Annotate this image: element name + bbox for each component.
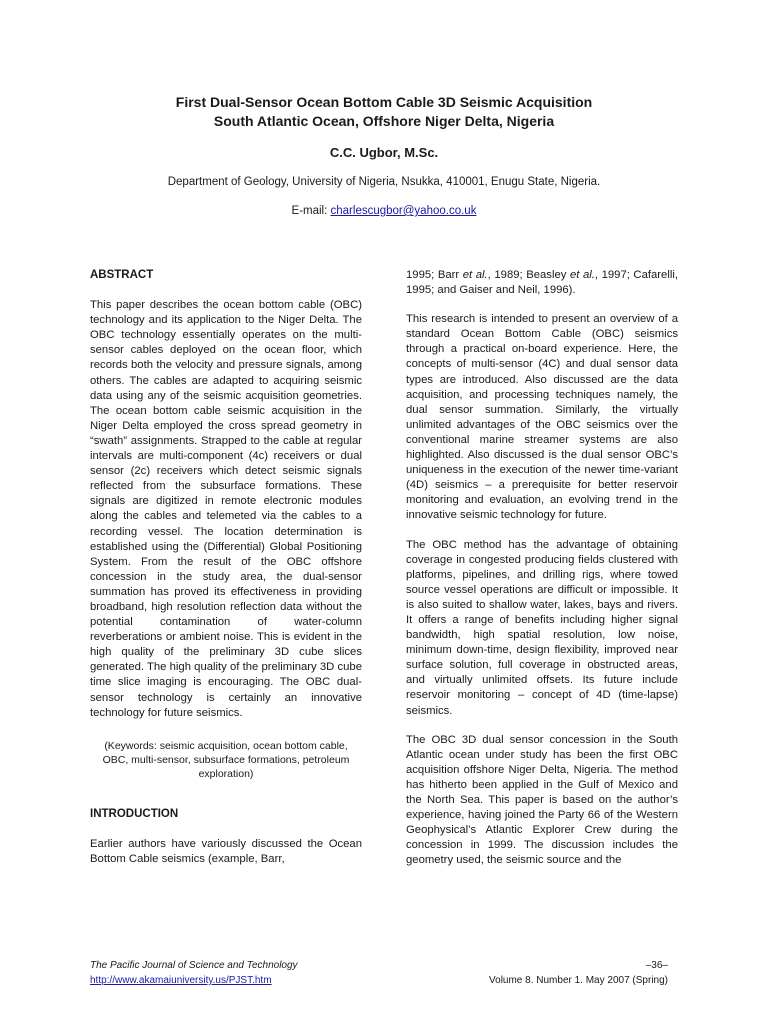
email-label: E-mail: (291, 205, 328, 217)
issue-info: Volume 8. Number 1. May 2007 (Spring) (489, 975, 668, 986)
intro-paragraph-2: This research is intended to present an overview of a standard Ocean Bottom Cable (OBC) seismics through a practical on-board experience. Here, the concepts of multi-sensor (4C) and dual sensor data types are introduced. Also discussed are the data acquisition, and processing techniques namely, the dual sensor summation. Similarly, the virtually unlimited advantages of the OBC seismics over the conventional marine streamer systems are also highlighted. Also discussed is the dual sensor OBC’s uniqueness in the execution of the newer time-variant (4D) seismics – a prerequisite for better reservoir monitoring and evaluation, an evolving trend in the innovative seismic technology for future. (406, 313, 678, 522)
intro-paragraph-1-start: Earlier authors have variously discussed the Ocean Bottom Cable seismics (example, Barr, (90, 837, 362, 865)
intro-paragraph-1-cont (406, 268, 678, 298)
email-link[interactable]: charlescugbor@yahoo.co.uk (330, 205, 477, 217)
author-email-line (0, 205, 768, 217)
left-column (90, 268, 362, 867)
journal-name: The Pacific Journal of Science and Technology (90, 960, 298, 971)
footer-right (489, 958, 668, 988)
citation-text-b: , 1989; Beasley (487, 269, 570, 281)
citation-text-c: , 1997; Cafarelli, 1995; and Gaiser and Neil, 1996). (406, 269, 679, 297)
right-column (406, 268, 678, 868)
intro-paragraph-3: The OBC method has the advantage of obtaining coverage in congested producing fields clustered with platforms, pipelines, and drilling rigs, where towed source vessel operations are difficult or impossible. It is also suited to shallow water, lakes, bays and rivers. It offers a range of benefits including higher signal bandwidth, high spatial resolution, low noise, minimum down-time, design flexibility, improved near surface solution, full coverage in obstructed areas, and virtually unlimited offsets. Its future include reservoir monitoring – concept of 4D (time-lapse) seismics. (406, 538, 678, 717)
abstract-heading: ABSTRACT (90, 269, 154, 281)
title-line-2: South Atlantic Ocean, Offshore Niger Delta, Nigeria (213, 113, 555, 129)
et-al-2: et al. (569, 269, 595, 281)
abstract-body: This paper describes the ocean bottom cable (OBC) technology and its application to the Niger Delta. The OBC technology essentially operates on the multi-sensor cables deployed on the ocean floor, which records both the velocity and pressure signals, among others. The cables are adapted to acquiring seismic data using any of the seismic acquisition geometries. The ocean bottom cable seismic acquisition in the Niger Delta employed the cross spread geometry in “swath” assignments. Strapped to the cable at regular intervals are multi-component (4c) receivers or dual sensor (2c) receivers which detect seismic signals reflected from the subsurface formations. These signals are digitized in remote electronic modules along the cables and telemeted via the cables to a recording vessel. The location determination is established using the (Differential) Global Positioning System. From the result of the OBC offshore concession in the study area, the dual-sensor summation has proved its effectiveness in providing broadband, high resolution reflection data without the potential contamination of water-column reverberations or ambient noise. This is evident in the high quality of the preliminary 3D cube slices generated. The high quality of the preliminary 3D cube time slice imaging is encouraging. The OBC dual-sensor technology is certainly an innovative technology for future seismics. (90, 299, 362, 719)
et-al-1: et al. (462, 269, 488, 281)
introduction-heading: INTRODUCTION (90, 807, 179, 820)
journal-url-link[interactable]: http://www.akamaiuniversity.us/PJST.htm (90, 975, 272, 986)
keywords: (Keywords: seismic acquisition, ocean bottom cable, OBC, multi-sensor, subsurface formations, petroleum exploration) (102, 739, 350, 780)
title-line-1: First Dual-Sensor Ocean Bottom Cable 3D Seismic Acquisition (175, 94, 593, 110)
page-number: –36– (645, 960, 668, 971)
paper-title (0, 93, 768, 131)
intro-paragraph-4: The OBC 3D dual sensor concession in the South Atlantic ocean under study has been the first OBC acquisition offshore Niger Delta, Nigeria. The method has hitherto been applied in the Gulf of Mexico and the North Sea. This paper is based on the author’s experience, having joined the Party 66 of the Western Geophysical’s Atlantic Explorer Crew during the concession in 1999. The discussion includes the geometry used, the seismic source and the (406, 733, 678, 867)
footer-left (90, 958, 298, 988)
author-name: C.C. Ugbor, M.Sc. (329, 145, 439, 160)
author-affiliation: Department of Geology, University of Nigeria, Nsukka, 410001, Enugu State, Nigeria. (167, 176, 601, 188)
citation-text-a: 1995; Barr (406, 269, 463, 281)
